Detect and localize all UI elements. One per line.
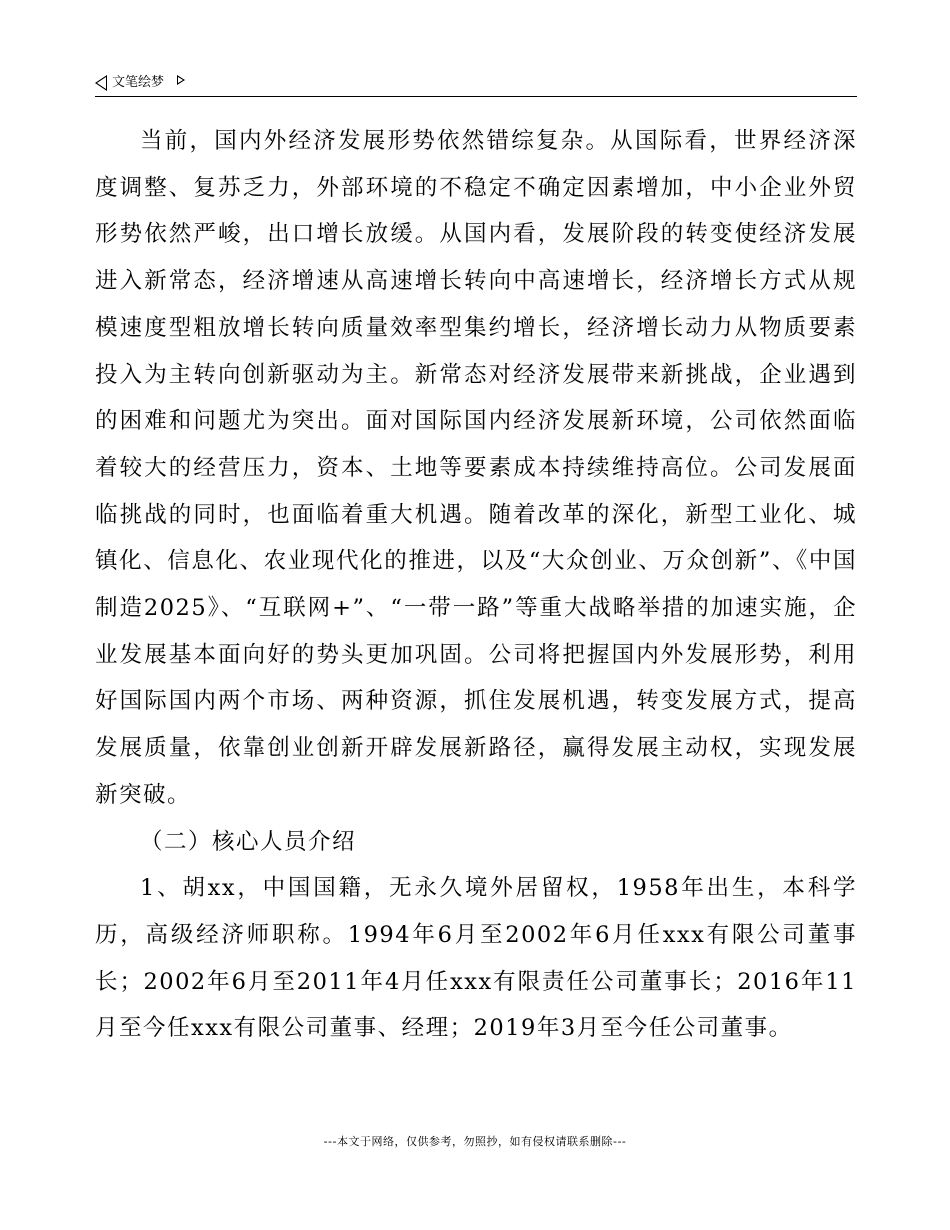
document-body <box>95 118 857 1052</box>
paragraph-person-bio: 1、胡xx，中国国籍，无永久境外居留权，1958年出生，本科学历，高级经济师职称。1994年6月至2002年6月任xxx有限公司董事长；2002年6月至2011年4月任xxx有限责任公司董事长；2016年11月至今任xxx有限公司董事、经理；2019年3月至今任公司董事。 <box>95 875 857 1042</box>
section-heading-core-personnel: （二）核心人员介绍 <box>140 828 357 855</box>
paragraph-economic-situation: 当前，国内外经济发展形势依然错综复杂。从国际看，世界经济深度调整、复苏乏力，外部环境的不稳定不确定因素增加，中小企业外贸形势依然严峻，出口增长放缓。从国内看，发展阶段的转变使经济发展进入新常态，经济增速从高速增长转向中高速增长，经济增长方式从规模速度型粗放增长转向质量效率型集约增长，经济增长动力从物质要素投入为主转向创新驱动为主。新常态对经济发展带来新挑战，企业遇到的困难和问题尤为突出。面对国际国内经济发展新环境，公司依然面临着较大的经营压力，资本、土地等要素成本持续维持高位。公司发展面临挑战的同时，也面临着重大机遇。随着改革的深化，新型工业化、城镇化、信息化、农业现代化的推进，以及“大众创业、万众创新”、《中国制造2025》、“互联网+”、“一带一路”等重大战略举措的加速实施，企业发展基本面向好的势头更加巩固。公司将把握国内外发展形势，利用好国际国内两个市场、两种资源，抓住发展机遇，转变发展方式，提高发展质量，依靠创业创新开辟发展新路径，赢得发展主动权，实现发展新突破。 <box>95 128 857 808</box>
triangle-right-icon <box>177 75 185 85</box>
footer-notice: ---本文于网络，仅供参考，勿照抄，如有侵权请联系删除--- <box>323 1135 627 1148</box>
triangle-left-icon <box>95 75 107 91</box>
header-title: 文笔绘梦 <box>112 75 165 90</box>
page-header <box>95 72 857 97</box>
